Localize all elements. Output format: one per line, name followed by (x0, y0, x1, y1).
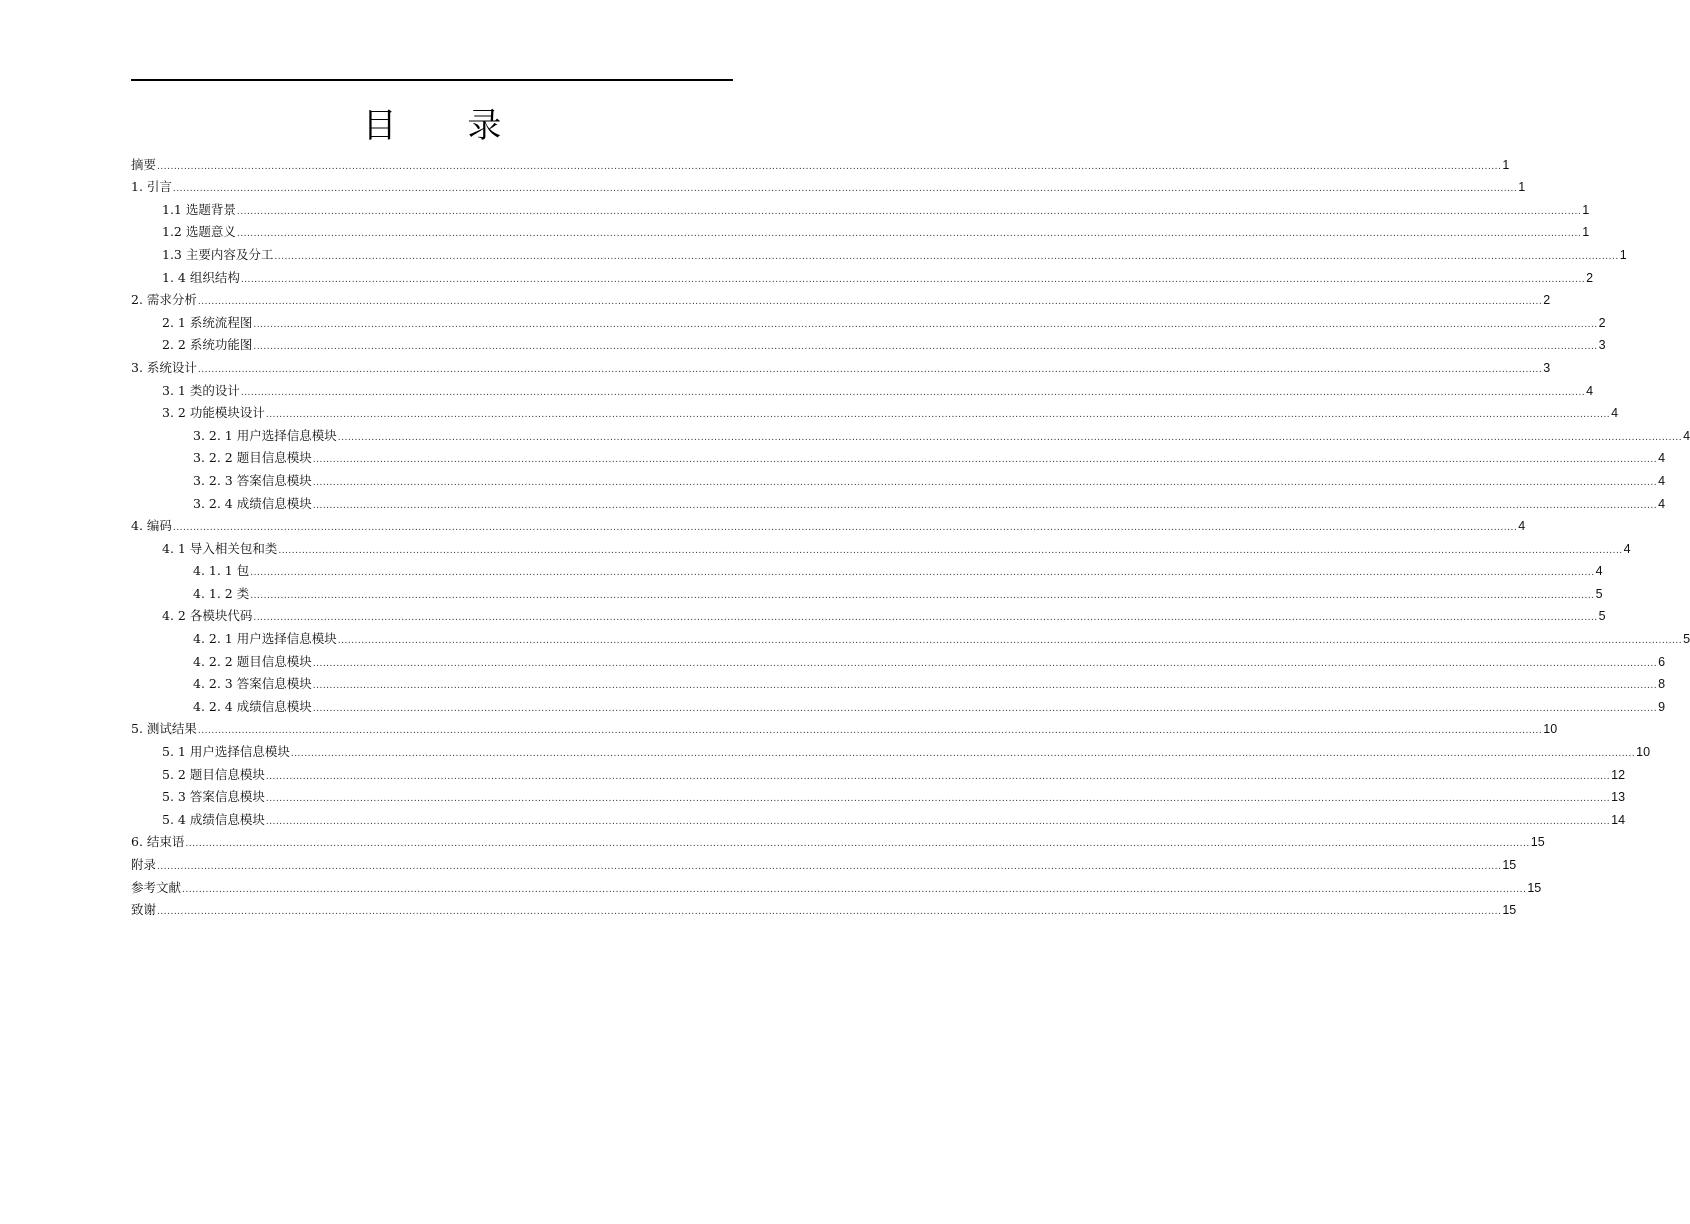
toc-entry-page-number: 3 (1543, 360, 1551, 375)
toc-entry-page-number: 4 (1658, 496, 1666, 511)
toc-entry-page-number: 4 (1658, 451, 1666, 466)
toc-dot-leader: ................................................................................................................................................................................................................................................................................................................................................................................................................ (312, 658, 1658, 669)
toc-entry-page-number: 15 (1527, 880, 1542, 895)
toc-entry-page-number: 10 (1543, 722, 1558, 737)
toc-dot-leader: ................................................................................................................................................................................................................................................................................................................................................................................................................ (182, 884, 1527, 895)
toc-dot-leader: ................................................................................................................................................................................................................................................................................................................................................................................................................ (250, 590, 1595, 601)
toc-entry-page-number: 10 (1636, 745, 1651, 760)
toc-entry[interactable] (131, 332, 1606, 355)
toc-dot-leader: ................................................................................................................................................................................................................................................................................................................................................................................................................ (253, 613, 1598, 624)
toc-entry-label: 4. 编码 (131, 518, 172, 534)
toc-entry-label: 附录 (131, 857, 157, 872)
toc-entry[interactable] (131, 693, 1666, 716)
toc-entry-page-number: 1 (1502, 157, 1510, 172)
toc-entry-page-number: 15 (1502, 858, 1517, 872)
toc-entry[interactable] (131, 603, 1606, 626)
toc-entry[interactable] (131, 264, 1594, 287)
toc-dot-leader: ................................................................................................................................................................................................................................................................................................................................................................................................................ (197, 364, 1543, 375)
toc-dot-leader: ................................................................................................................................................................................................................................................................................................................................................................................................................ (337, 432, 1683, 443)
toc-dot-leader: ................................................................................................................................................................................................................................................................................................................................................................................................................ (265, 816, 1611, 827)
toc-entry-label: 致谢 (131, 902, 157, 918)
toc-dot-leader: ................................................................................................................................................................................................................................................................................................................................................................................................................ (240, 274, 1586, 285)
header-rule (131, 79, 733, 81)
toc-entry-label: 4. 1. 1 包 (193, 563, 250, 579)
toc-entry[interactable] (131, 806, 1626, 829)
toc-entry[interactable] (131, 422, 1690, 445)
toc-dot-leader: ................................................................................................................................................................................................................................................................................................................................................................................................................ (240, 387, 1586, 398)
toc-entry[interactable] (131, 671, 1666, 694)
toc-entry-label: 4. 2. 2 题目信息模块 (193, 653, 312, 669)
toc-entry-page-number: 1 (1582, 225, 1590, 240)
toc-entry-page-number: 13 (1611, 790, 1626, 805)
toc-entry-label: 2. 2 系统功能图 (162, 337, 253, 353)
toc-entry-page-number: 9 (1658, 699, 1666, 714)
toc-dot-leader: ................................................................................................................................................................................................................................................................................................................................................................................................................ (236, 229, 1582, 240)
toc-dot-leader: ................................................................................................................................................................................................................................................................................................................................................................................................................ (312, 477, 1658, 488)
toc-dot-leader: ................................................................................................................................................................................................................................................................................................................................................................................................................ (157, 862, 1502, 872)
toc-entry-page-number: 8 (1658, 677, 1666, 692)
toc-entry[interactable] (131, 445, 1666, 468)
toc-entry-page-number: 3 (1598, 338, 1606, 353)
toc-dot-leader: ................................................................................................................................................................................................................................................................................................................................................................................................................ (157, 907, 1502, 918)
toc-dot-leader: ................................................................................................................................................................................................................................................................................................................................................................................................................ (290, 749, 1636, 760)
toc-entry-label: 3. 2. 4 成绩信息模块 (193, 495, 312, 511)
toc-dot-leader: ................................................................................................................................................................................................................................................................................................................................................................................................................ (312, 455, 1658, 466)
toc-entry[interactable] (131, 490, 1666, 513)
toc-entry[interactable] (131, 151, 1510, 174)
toc-entry-page-number: 4 (1611, 406, 1619, 421)
toc-entry[interactable] (131, 287, 1551, 310)
toc-entry-page-number: 4 (1623, 541, 1631, 556)
toc-entry-label: 1.3 主要内容及分工 (162, 246, 274, 262)
toc-entry-label: 4. 2. 4 成绩信息模块 (193, 698, 312, 714)
toc-dot-leader: ................................................................................................................................................................................................................................................................................................................................................................................................................ (337, 636, 1683, 647)
toc-entry-label: 1. 引言 (131, 179, 172, 195)
toc-entry-label: 摘要 (131, 156, 157, 172)
toc-entry[interactable] (131, 467, 1666, 490)
toc-entry-label: 2. 1 系统流程图 (162, 314, 253, 330)
toc-entry-label: 参考文献 (131, 879, 182, 895)
toc-entry-label: 5. 4 成绩信息模块 (162, 811, 265, 827)
toc-entry-label: 4. 2. 1 用户选择信息模块 (193, 631, 337, 647)
toc-dot-leader: ................................................................................................................................................................................................................................................................................................................................................................................................................ (274, 251, 1619, 262)
toc-entry-page-number: 1 (1619, 247, 1627, 262)
toc-entry-label: 4. 2 各模块代码 (162, 608, 253, 624)
toc-entry[interactable] (131, 219, 1590, 242)
toc-dot-leader: ................................................................................................................................................................................................................................................................................................................................................................................................................ (278, 545, 1623, 556)
toc-entry[interactable] (131, 716, 1558, 739)
toc-entry-label: 6. 结束语 (131, 834, 185, 850)
toc-entry[interactable] (131, 761, 1626, 784)
toc-dot-leader: ................................................................................................................................................................................................................................................................................................................................................................................................................ (253, 319, 1598, 330)
toc-entry-page-number: 5 (1683, 632, 1690, 647)
toc-entry-page-number: 4 (1595, 564, 1603, 579)
toc-entry-page-number: 1 (1518, 180, 1526, 195)
toc-dot-leader: ................................................................................................................................................................................................................................................................................................................................................................................................................ (197, 297, 1543, 308)
toc-entry[interactable] (131, 196, 1590, 219)
toc-entry-label: 3. 2. 3 答案信息模块 (193, 472, 312, 488)
toc-dot-leader: ................................................................................................................................................................................................................................................................................................................................................................................................................ (312, 500, 1658, 511)
toc-dot-leader: ................................................................................................................................................................................................................................................................................................................................................................................................................ (236, 206, 1582, 217)
toc-entry-label: 3. 2 功能模块设计 (162, 405, 265, 421)
toc-entry[interactable] (131, 309, 1606, 332)
toc-entry-label: 1.1 选题背景 (162, 201, 236, 217)
toc-entry-label: 3. 1 类的设计 (162, 382, 240, 398)
toc-entry[interactable] (131, 784, 1626, 807)
toc-entry[interactable] (131, 874, 1542, 897)
toc-entry-label: 5. 1 用户选择信息模块 (162, 744, 290, 760)
toc-entry[interactable] (131, 174, 1526, 197)
toc-entry-label: 5. 测试结果 (131, 721, 197, 737)
toc-entry-page-number: 5 (1595, 586, 1603, 601)
toc-entry-page-number: 4 (1586, 383, 1594, 398)
toc-entry[interactable] (131, 535, 1631, 558)
toc-entry-label: 1. 4 组织结构 (162, 269, 240, 285)
toc-dot-leader: ................................................................................................................................................................................................................................................................................................................................................................................................................ (265, 410, 1611, 421)
toc-entry[interactable] (131, 625, 1690, 648)
toc-entry-label: 5. 2 题目信息模块 (162, 766, 265, 782)
toc-entry-label: 4. 1 导入相关包和类 (162, 540, 278, 556)
toc-entry[interactable] (131, 648, 1666, 671)
toc-entry[interactable] (131, 354, 1551, 377)
toc-entry-page-number: 4 (1658, 473, 1666, 488)
toc-dot-leader: ................................................................................................................................................................................................................................................................................................................................................................................................................ (265, 794, 1611, 805)
toc-entry-page-number: 5 (1598, 609, 1606, 624)
toc-entry-page-number: 12 (1611, 767, 1626, 782)
toc-entry[interactable] (131, 377, 1594, 400)
toc-entry-page-number: 4 (1518, 519, 1526, 534)
toc-dot-leader: ................................................................................................................................................................................................................................................................................................................................................................................................................ (312, 681, 1658, 692)
toc-dot-leader: ................................................................................................................................................................................................................................................................................................................................................................................................................ (250, 568, 1595, 579)
toc-dot-leader: ................................................................................................................................................................................................................................................................................................................................................................................................................ (312, 703, 1658, 714)
toc-dot-leader: ................................................................................................................................................................................................................................................................................................................................................................................................................ (197, 726, 1543, 737)
toc-entry[interactable] (131, 851, 1517, 874)
toc-entry-label: 4. 1. 2 类 (193, 585, 250, 601)
toc-entry-label: 3. 系统设计 (131, 359, 197, 375)
toc-entry[interactable] (131, 558, 1603, 581)
toc-entry-page-number: 4 (1683, 428, 1690, 443)
toc-entry-page-number: 2 (1543, 293, 1551, 308)
toc-dot-leader: ................................................................................................................................................................................................................................................................................................................................................................................................................ (157, 161, 1502, 172)
toc-entry-label: 2. 需求分析 (131, 292, 197, 308)
toc-entry[interactable] (131, 897, 1517, 920)
toc-entry-page-number: 14 (1611, 812, 1626, 827)
toc-entry-page-number: 6 (1658, 654, 1666, 669)
toc-entry[interactable] (131, 400, 1619, 423)
toc-dot-leader: ................................................................................................................................................................................................................................................................................................................................................................................................................ (185, 839, 1530, 850)
toc-entry-page-number: 15 (1530, 835, 1545, 850)
toc-entry[interactable] (131, 829, 1545, 852)
table-of-contents (131, 151, 1690, 919)
toc-entry-page-number: 2 (1586, 270, 1594, 285)
toc-dot-leader: ................................................................................................................................................................................................................................................................................................................................................................................................................ (253, 342, 1598, 353)
toc-dot-leader: ................................................................................................................................................................................................................................................................................................................................................................................................................ (265, 771, 1611, 782)
toc-entry[interactable] (131, 241, 1627, 264)
toc-dot-leader: ................................................................................................................................................................................................................................................................................................................................................................................................................ (172, 184, 1518, 195)
toc-entry-label: 1.2 选题意义 (162, 224, 236, 240)
toc-entry-label: 3. 2. 1 用户选择信息模块 (193, 427, 337, 443)
toc-entry-label: 5. 3 答案信息模块 (162, 789, 265, 805)
toc-entry-label: 4. 2. 3 答案信息模块 (193, 676, 312, 692)
toc-entry-label: 3. 2. 2 题目信息模块 (193, 450, 312, 466)
toc-entry-page-number: 15 (1502, 903, 1517, 918)
toc-entry[interactable] (131, 580, 1603, 603)
toc-entry[interactable] (131, 513, 1526, 536)
toc-title: 目 录 (362, 106, 532, 146)
toc-entry[interactable] (131, 738, 1651, 761)
toc-entry-page-number: 2 (1598, 315, 1606, 330)
toc-dot-leader: ................................................................................................................................................................................................................................................................................................................................................................................................................ (172, 523, 1518, 534)
toc-entry-page-number: 1 (1582, 202, 1590, 217)
